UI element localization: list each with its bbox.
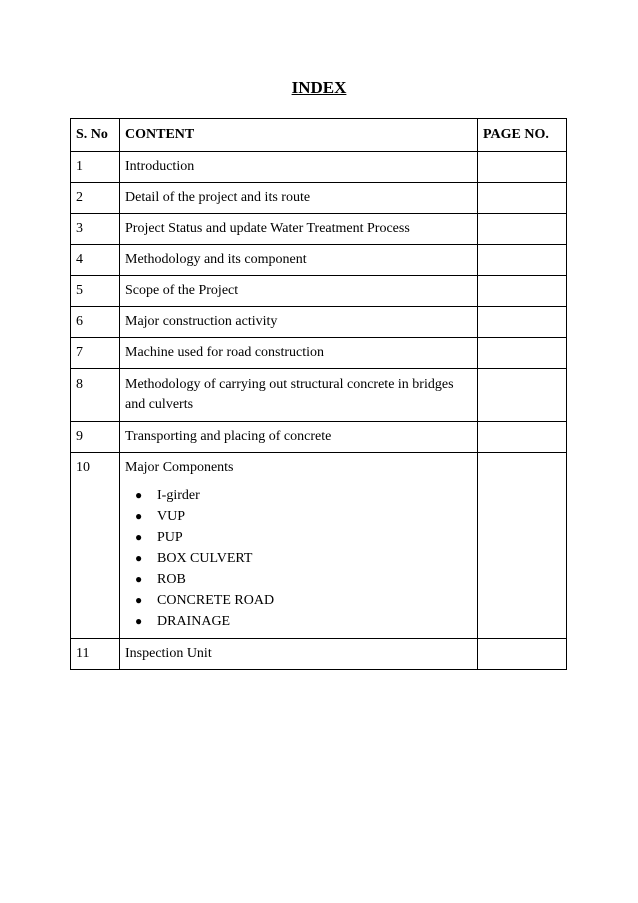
bullet-icon: ● <box>135 530 143 544</box>
list-item-label: ROB <box>157 572 186 587</box>
list-item <box>135 485 472 506</box>
table-row <box>71 338 567 369</box>
table-row <box>71 639 567 670</box>
list-item-label: CONCRETE ROAD <box>157 593 275 608</box>
row-page-no <box>478 639 567 670</box>
list-item-label: I-girder <box>157 488 200 503</box>
bullet-icon: ● <box>135 572 143 586</box>
row-sno: 6 <box>71 307 120 338</box>
row-page-no <box>478 152 567 183</box>
header-content: CONTENT <box>120 119 478 152</box>
row-sno: 3 <box>71 214 120 245</box>
list-item-label: PUP <box>157 530 183 545</box>
row-content-cell <box>120 453 478 639</box>
table-row <box>71 422 567 453</box>
row-page-no <box>478 369 567 422</box>
page-title: INDEX <box>291 78 347 97</box>
table-row <box>71 453 567 639</box>
table-row <box>71 276 567 307</box>
row-sno: 11 <box>71 639 120 670</box>
row-page-no <box>478 183 567 214</box>
component-list <box>125 485 472 632</box>
list-item-label: BOX CULVERT <box>157 551 253 566</box>
list-item <box>135 548 472 569</box>
bullet-icon: ● <box>135 593 143 607</box>
table-header-row <box>71 119 567 152</box>
row-sno: 5 <box>71 276 120 307</box>
row-page-no <box>478 453 567 639</box>
table-row <box>71 152 567 183</box>
row-page-no <box>478 214 567 245</box>
row-sno: 2 <box>71 183 120 214</box>
row-page-no <box>478 338 567 369</box>
bullet-icon: ● <box>135 509 143 523</box>
row-sno: 8 <box>71 369 120 422</box>
list-item-label: DRAINAGE <box>157 614 231 629</box>
header-sno: S. No <box>71 119 120 152</box>
row-content: Project Status and update Water Treatment Process <box>120 214 478 245</box>
bullet-icon: ● <box>135 614 143 628</box>
row-content: Scope of the Project <box>120 276 478 307</box>
row-content: Transporting and placing of concrete <box>120 422 478 453</box>
row-content: Introduction <box>120 152 478 183</box>
list-item <box>135 527 472 548</box>
row-page-no <box>478 245 567 276</box>
list-item <box>135 611 472 632</box>
row-content: Major construction activity <box>120 307 478 338</box>
table-row <box>71 307 567 338</box>
row-sno: 7 <box>71 338 120 369</box>
table-row <box>71 183 567 214</box>
row-content: Machine used for road construction <box>120 338 478 369</box>
list-item-label: VUP <box>157 509 186 524</box>
index-table <box>70 118 567 670</box>
row-page-no <box>478 422 567 453</box>
table-row <box>71 369 567 422</box>
row-content: Inspection Unit <box>120 639 478 670</box>
row-content: Detail of the project and its route <box>120 183 478 214</box>
row-sno: 10 <box>71 453 120 639</box>
row-sno: 1 <box>71 152 120 183</box>
row-page-no <box>478 276 567 307</box>
table-row <box>71 245 567 276</box>
header-page-no: PAGE NO. <box>478 119 567 152</box>
list-item <box>135 590 472 611</box>
row-content: Methodology and its component <box>120 245 478 276</box>
row-content: Major Components <box>125 460 234 475</box>
list-item <box>135 569 472 590</box>
bullet-icon: ● <box>135 488 143 502</box>
row-sno: 4 <box>71 245 120 276</box>
row-sno: 9 <box>71 422 120 453</box>
row-page-no <box>478 307 567 338</box>
list-item <box>135 506 472 527</box>
table-row <box>71 214 567 245</box>
bullet-icon: ● <box>135 551 143 565</box>
row-content: Methodology of carrying out structural concrete in bridges and culverts <box>120 369 478 422</box>
